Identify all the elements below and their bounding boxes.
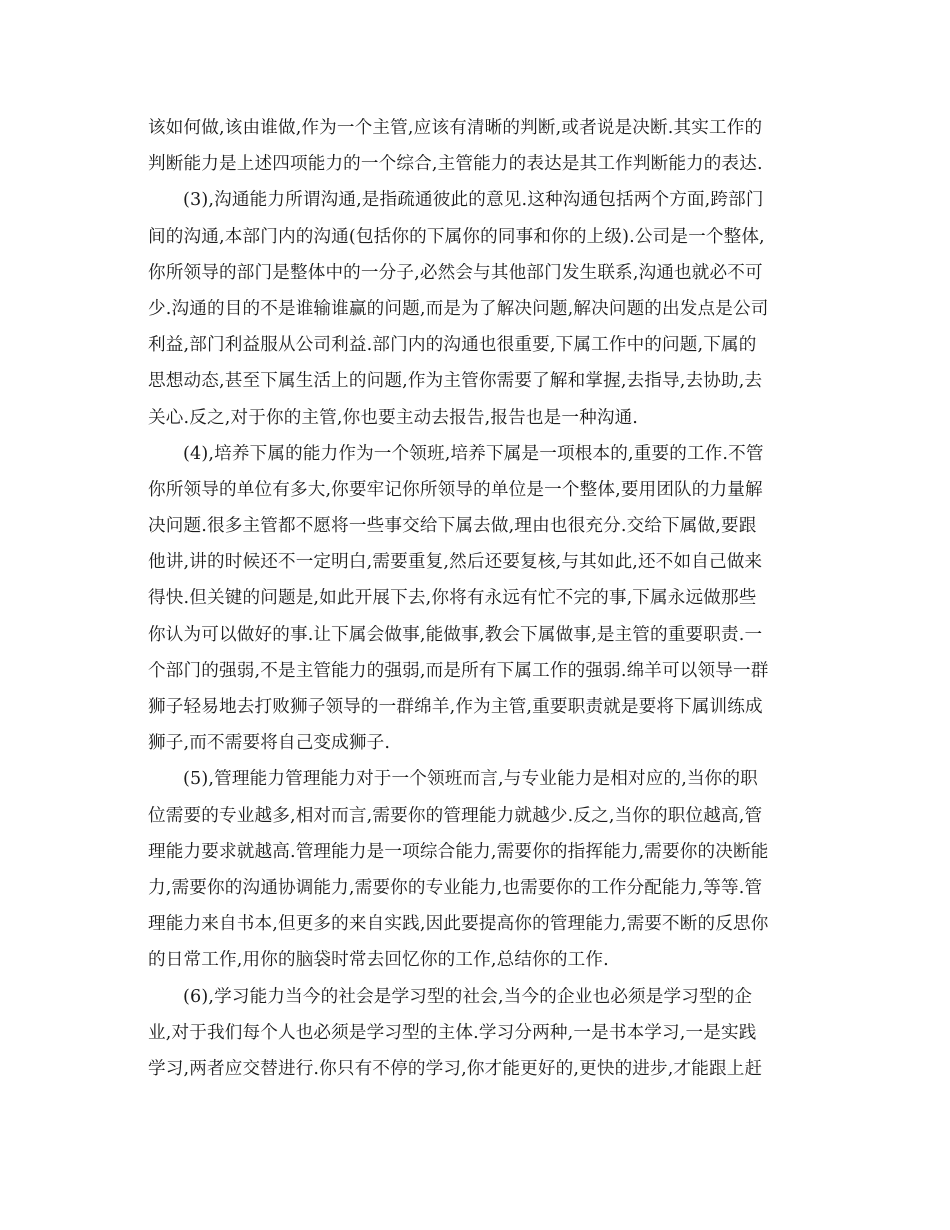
- text-line: 你认为可以做好的事.让下属会做事,能做事,教会下属做事,是主管的重要职责.一: [148, 624, 763, 645]
- paragraph-first-line: (3),沟通能力所谓沟通,是指疏通彼此的意见.这种沟通包括两个方面,跨部门: [183, 190, 764, 211]
- text-line: 你所领导的单位有多大,你要牢记你所领导的单位是一个整体,要用团队的力量解: [148, 479, 763, 500]
- paragraph-first-line: (4),培养下属的能力作为一个领班,培养下属是一项根本的,重要的工作.不管: [183, 443, 764, 464]
- text-line: 决问题.很多主管都不愿将一些事交给下属去做,理由也很充分.交给下属做,要跟: [148, 516, 757, 537]
- paragraph-first-line: (6),学习能力当今的社会是学习型的社会,当今的企业也必须是学习型的企: [183, 986, 753, 1007]
- text-line: 他讲,讲的时候还不一定明白,需要重复,然后还要复核,与其如此,还不如自己做来: [148, 552, 763, 573]
- text-line: 判断能力是上述四项能力的一个综合,主管能力的表达是其工作判断能力的表达.: [148, 154, 763, 175]
- text-line: 利益,部门利益服从公司利益.部门内的沟通也很重要,下属工作中的问题,下属的: [148, 335, 757, 356]
- text-line: 思想动态,甚至下属生活上的问题,作为主管你需要了解和掌握,去指导,去协助,去: [148, 371, 763, 392]
- text-line: 位需要的专业越多,相对而言,需要你的管理能力就越少.反之,当你的职位越高,管: [148, 805, 763, 826]
- text-line: 业,对于我们每个人也必须是学习型的主体.学习分两种,一是书本学习,一是实践: [148, 1022, 757, 1043]
- text-line: 间的沟通,本部门内的沟通(包括你的下属你的同事和你的上级).公司是一个整体,: [148, 226, 765, 247]
- text-line: 理能力要求就越高.管理能力是一项综合能力,需要你的指挥能力,需要你的决断能: [148, 841, 769, 862]
- text-line: 理能力来自书本,但更多的来自实践,因此要提高你的管理能力,需要不断的反思你: [148, 914, 769, 935]
- text-line: 关心.反之,对于你的主管,你也要主动去报告,报告也是一种沟通.: [148, 407, 639, 428]
- paragraph-first-line: (5),管理能力管理能力对于一个领班而言,与专业能力是相对应的,当你的职: [183, 769, 758, 790]
- text-line: 少.沟通的目的不是谁输谁赢的问题,而是为了解决问题,解决问题的出发点是公司: [148, 298, 769, 319]
- text-line: 你所领导的部门是整体中的一分子,必然会与其他部门发生联系,沟通也就必不可: [148, 262, 763, 283]
- text-line: 力,需要你的沟通协调能力,需要你的专业能力,也需要你的工作分配能力,等等.管: [148, 877, 763, 898]
- text-line: 个部门的强弱,不是主管能力的强弱,而是所有下属工作的强弱.绵羊可以领导一群: [148, 660, 769, 681]
- text-line: 学习,两者应交替进行.你只有不停的学习,你才能更好的,更快的进步,才能跟上赶: [148, 1058, 763, 1079]
- document-body: [148, 110, 808, 1087]
- text-line: 狮子轻易地去打败狮子领导的一群绵羊,作为主管,重要职责就是要将下属训练成: [148, 697, 763, 717]
- text-line: 狮子,而不需要将自己变成狮子.: [148, 733, 391, 754]
- text-line: 的日常工作,用你的脑袋时常去回忆你的工作,总结你的工作.: [148, 950, 609, 971]
- text-line: 得快.但关键的问题是,如此开展下去,你将有永远有忙不完的事,下属永远做那些: [148, 588, 757, 609]
- text-line: 该如何做,该由谁做,作为一个主管,应该有清晰的判断,或者说是决断.其实工作的: [148, 118, 763, 138]
